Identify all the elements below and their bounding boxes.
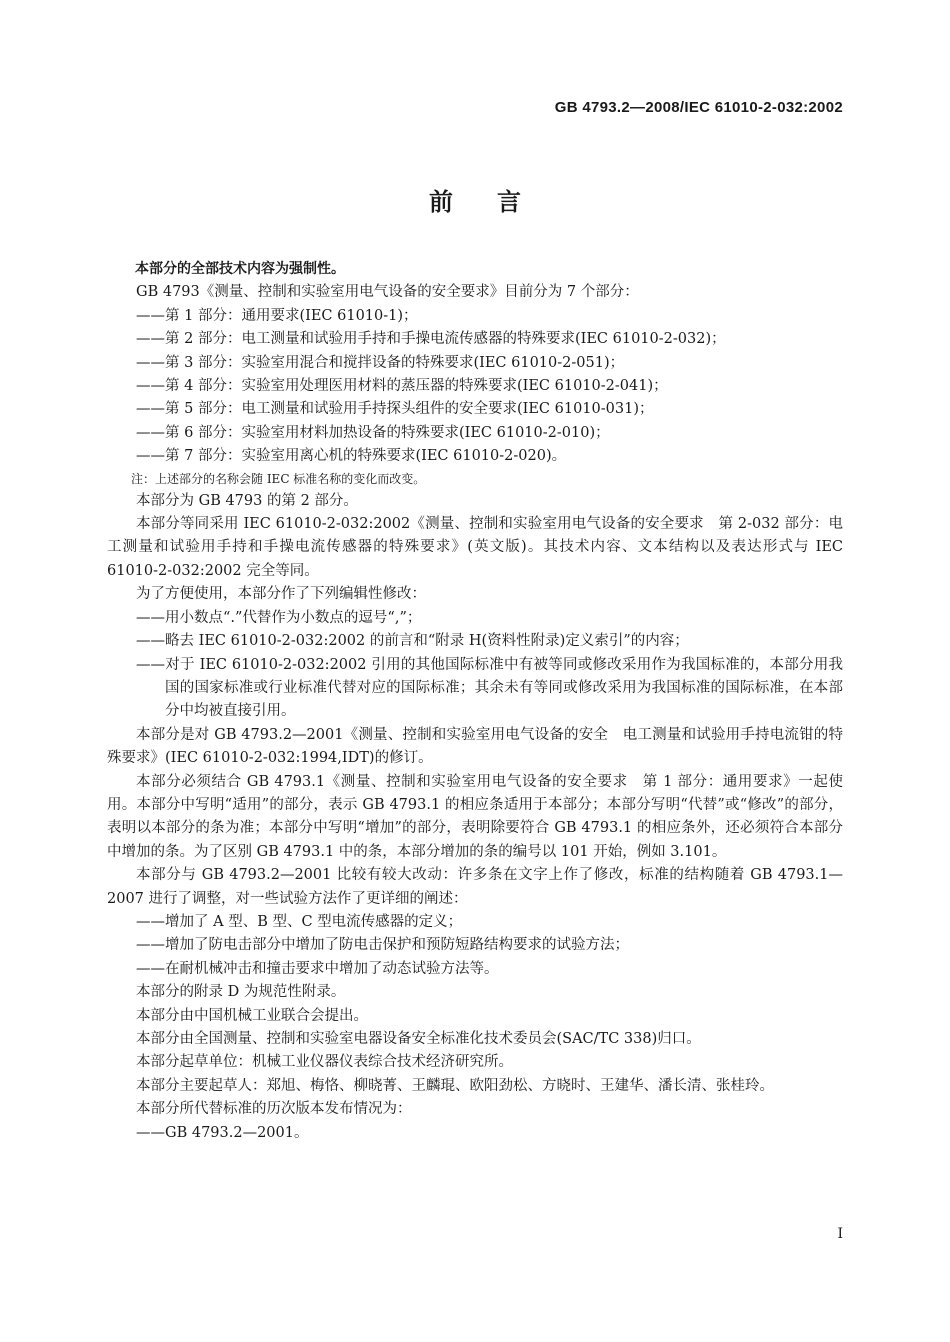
drafters: 本部分主要起草人：郑旭、梅恪、柳晓菁、王麟琨、欧阳劲松、方晓时、王建华、潘长清、张桂玲。 <box>136 1077 774 1094</box>
document-body <box>107 258 843 1145</box>
dash-mark: —— <box>136 633 165 650</box>
edits-list <box>107 607 843 724</box>
revision-statement: 本部分是对 GB 4793.2—2001《测量、控制和实验室用电气设备的安全 电工测量和试验用手持电流钳的特殊要求》(IEC 61010-2-032:1994,IDT)的修订。 <box>107 726 843 767</box>
dash-mark: —— <box>136 448 165 465</box>
list-item: ——增加了防电击部分中增加了防电击保护和预防短路结构要求的试验方法； <box>136 934 843 957</box>
list-item: ——第 2 部分：电工测量和试验用手持和手操电流传感器的特殊要求(IEC 61010-2-032)； <box>136 328 843 351</box>
list-item: ——增加了 A 型、B 型、C 型电流传感器的定义； <box>136 911 843 934</box>
part-statement: 本部分为 GB 4793 的第 2 部分。 <box>136 492 358 509</box>
edits-intro: 为了方便使用，本部分作了下列编辑性修改： <box>136 586 426 603</box>
dash-mark: —— <box>136 656 165 673</box>
annex-statement: 本部分的附录 D 为规范性附录。 <box>136 984 346 1001</box>
mandatory-statement: 本部分的全部技术内容为强制性。 <box>135 261 345 277</box>
dash-mark: —— <box>136 1124 165 1141</box>
list-item: ——对于 IEC 61010-2-032:2002 引用的其他国际标准中有被等同或修改采用作为我国标准的，本部分用我国的国家标准或行业标准代替对应的国际标准；其余未有等同或修改采用为我国标准的国际标准，在本部分中均被直接引用。 <box>136 654 843 724</box>
dash-mark: —— <box>136 424 165 441</box>
dash-mark: —— <box>136 960 165 977</box>
page-number: I <box>837 1226 843 1242</box>
list-item: ——第 1 部分：通用要求(IEC 61010-1)； <box>136 305 843 328</box>
committee-statement: 本部分由全国测量、控制和实验室电器设备安全标准化技术委员会(SAC/TC 338)归口。 <box>136 1031 701 1047</box>
equivalence-statement: 本部分等同采用 IEC 61010-2-032:2002《测量、控制和实验室用电气设备的安全要求 第 2-032 部分：电工测量和试验用手持和手操电流传感器的特殊要求》(英文版)。其技术内容、文本结构以及表达形式与 IEC 61010-2-032:2002 完全等同。 <box>107 516 843 579</box>
dash-mark: —— <box>136 378 165 395</box>
list-item: ——第 5 部分：电工测量和试验用手持探头组件的安全要求(IEC 61010-031)； <box>136 398 843 421</box>
list-item: ——第 4 部分：实验室用处理医用材料的蒸压器的特殊要求(IEC 61010-2-041)； <box>136 375 843 398</box>
list-item: ——GB 4793.2—2001。 <box>136 1122 843 1145</box>
changes-intro: 本部分与 GB 4793.2—2001 比较有较大改动：许多条在文字上作了修改，标准的结构随着 GB 4793.1—2007 进行了调整，对一些试验方法作了更详细的阐述： <box>107 867 843 907</box>
list-item: ——第 6 部分：实验室用材料加热设备的特殊要求(IEC 61010-2-010)； <box>136 422 843 445</box>
list-item: ——第 3 部分：实验室用混合和搅拌设备的特殊要求(IEC 61010-2-051)； <box>136 352 843 375</box>
list-item: ——用小数点“.”代替作为小数点的逗号“,”； <box>136 607 843 630</box>
proposer-statement: 本部分由中国机械工业联合会提出。 <box>136 1007 368 1024</box>
changes-list <box>107 911 843 981</box>
parts-list <box>107 305 843 469</box>
dash-mark: —— <box>136 307 165 324</box>
page-title: 前言 <box>429 188 565 216</box>
drafting-unit: 本部分起草单位：机械工业仪器仪表综合技术经济研究所。 <box>136 1054 513 1071</box>
dash-mark: —— <box>136 401 165 418</box>
dash-mark: —— <box>136 937 165 954</box>
note: 注：上述部分的名称会随 IEC 标准名称的变化而改变。 <box>131 471 426 486</box>
dash-mark: —— <box>136 913 165 930</box>
list-item: ——第 7 部分：实验室用离心机的特殊要求(IEC 61010-2-020)。 <box>136 445 843 468</box>
dash-mark: —— <box>136 354 165 371</box>
dash-mark: —— <box>136 331 165 348</box>
standard-code: GB 4793.2—2008/IEC 61010-2-032:2002 <box>554 99 843 116</box>
list-item: ——在耐机械冲击和撞击要求中增加了动态试验方法等。 <box>136 958 843 981</box>
history-intro: 本部分所代替标准的历次版本发布情况为： <box>136 1101 412 1118</box>
parts-intro: GB 4793《测量、控制和实验室用电气设备的安全要求》目前分为 7 个部分： <box>136 284 639 301</box>
combination-statement: 本部分必须结合 GB 4793.1《测量、控制和实验室用电气设备的安全要求 第 1 部分：通用要求》一起使用。本部分中写明“适用”的部分，表示 GB 4793.1 的相应条适用于本部分；本部分写明“代替”或“修改”的部分，表明以本部分的条为准；本部分中写明“增加”的部分，表明除要符合 GB 4793.1 的相应条外，还必须符合本部分中增加的条。为了区别 GB 4793.1 中的条，本部分增加的条的编号以 101 开始，例如 3.101。 <box>107 773 843 860</box>
list-item: ——略去 IEC 61010-2-032:2002 的前言和“附录 H(资料性附录)定义索引”的内容； <box>136 630 843 653</box>
dash-mark: —— <box>136 609 165 626</box>
